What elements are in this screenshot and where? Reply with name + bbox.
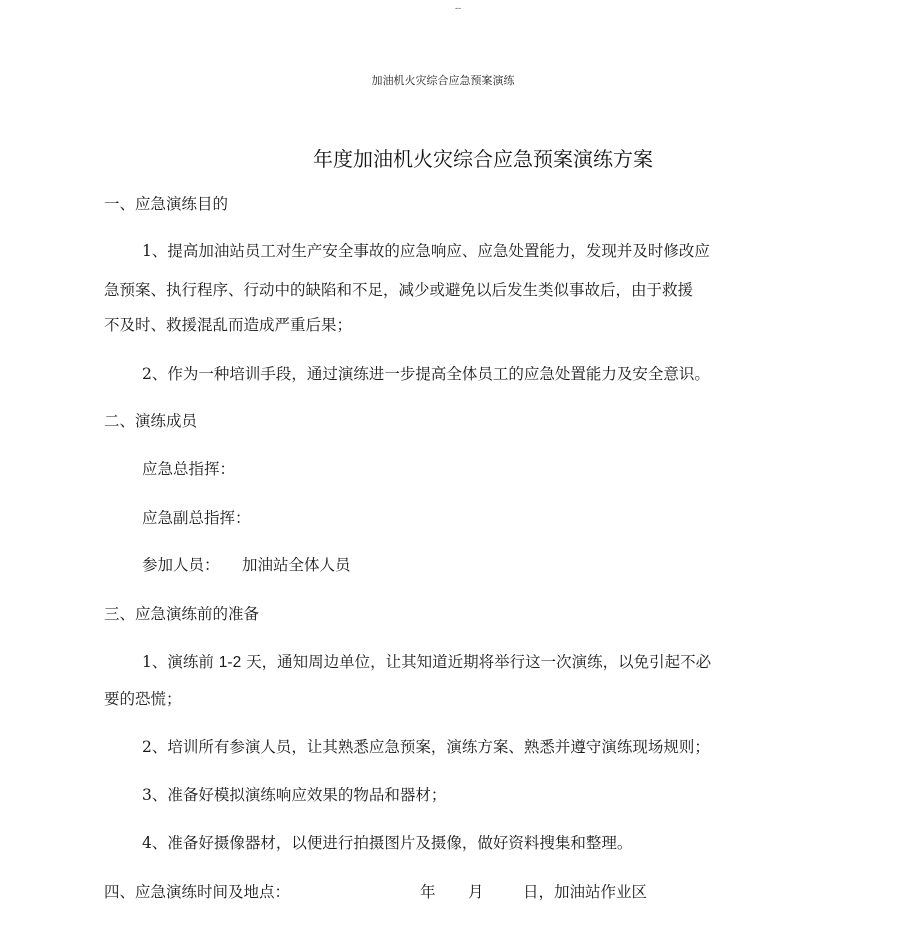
section1-item1-line2: 急预案、执行程序、行动中的缺陷和不足，减少或避免以后发生类似事故后，由于救援 <box>104 281 694 299</box>
commander-label: 应急总指挥： <box>142 460 236 478</box>
section3-item3: 3、准备好模拟演练响应效果的物品和器材； <box>142 786 447 804</box>
date-day-place: 日，加油站作业区 <box>523 883 648 901</box>
participants-value: 加油站全体人员 <box>242 556 351 574</box>
top-mark: -- <box>455 4 462 14</box>
participants-label: 参加人员： <box>142 556 220 574</box>
section3-item1-days: 1-2 <box>218 654 242 671</box>
section1-item1-line1: 1、提高加油站员工对生产安全事故的应急响应、应急处置能力，发现并及时修改应 <box>142 242 710 260</box>
document-title: 年度加油机火灾综合应急预案演练方案 <box>313 147 653 171</box>
date-year-label: 年 <box>420 883 436 901</box>
section3-heading: 三、应急演练前的准备 <box>104 605 260 623</box>
deputy-commander-label: 应急副总指挥： <box>142 509 251 527</box>
section1-heading: 一、应急演练目的 <box>104 195 229 213</box>
section4-heading: 四、应急演练时间及地点： <box>104 883 291 901</box>
section2-heading: 二、演练成员 <box>104 412 198 430</box>
page-header: 加油机火灾综合应急预案演练 <box>371 74 515 87</box>
section3-item1-line2: 要的恐慌； <box>104 690 182 708</box>
section1-item2: 2、作为一种培训手段，通过演练进一步提高全体员工的应急处置能力及安全意识。 <box>142 365 710 383</box>
date-month-label: 月 <box>468 883 484 901</box>
section3-item1-line1 <box>142 655 711 671</box>
section3-item1-rest: 天，通知周边单位，让其知道近期将举行这一次演练，以免引起不必 <box>241 653 712 671</box>
section3-item4: 4、准备好摄像器材，以便进行拍摄图片及摄像，做好资料搜集和整理。 <box>142 834 633 852</box>
section3-item1-prefix: 1、演练前 <box>142 653 219 671</box>
section3-item2: 2、培训所有参演人员，让其熟悉应急预案，演练方案、熟悉并遵守演练现场规则； <box>142 738 710 756</box>
section1-item1-line3: 不及时、救援混乱而造成严重后果； <box>104 316 353 334</box>
